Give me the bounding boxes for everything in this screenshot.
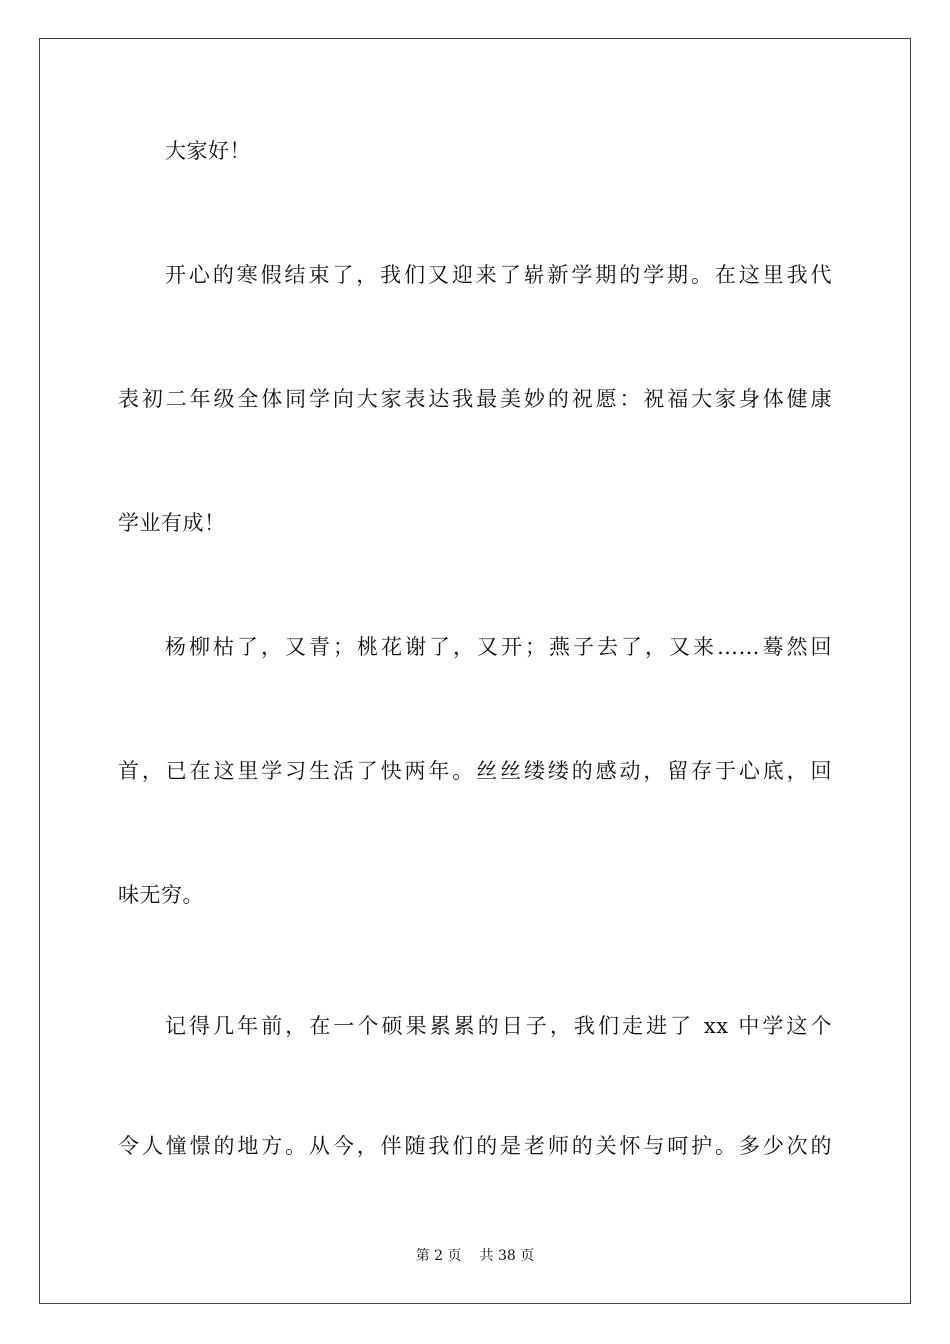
page-total: 共 38 页 [479, 1248, 535, 1264]
page-border [39, 38, 911, 1304]
text-line: 表初二年级全体同学向大家表达我最美妙的祝愿：祝福大家身体健康 [118, 387, 832, 411]
text-line: 令人憧憬的地方。从今，伴随我们的是老师的关怀与呵护。多少次的 [118, 1134, 832, 1158]
text-line-greeting: 大家好！ [165, 139, 251, 163]
text-line: 味无穷。 [118, 883, 204, 907]
page-number: 第 2 页 [415, 1248, 462, 1264]
text-line: 记得几年前，在一个硕果累累的日子，我们走进了 xx 中学这个 [165, 1014, 832, 1038]
text-line: 学业有成！ [118, 511, 226, 535]
text-line: 杨柳枯了，又青；桃花谢了，又开；燕子去了，又来……蓦然回 [165, 635, 832, 659]
page-footer [0, 1246, 950, 1266]
text-line: 开心的寒假结束了，我们又迎来了崭新学期的学期。在这里我代 [165, 263, 832, 287]
text-line: 首，已在这里学习生活了快两年。丝丝缕缕的感动，留存于心底，回 [118, 759, 832, 783]
